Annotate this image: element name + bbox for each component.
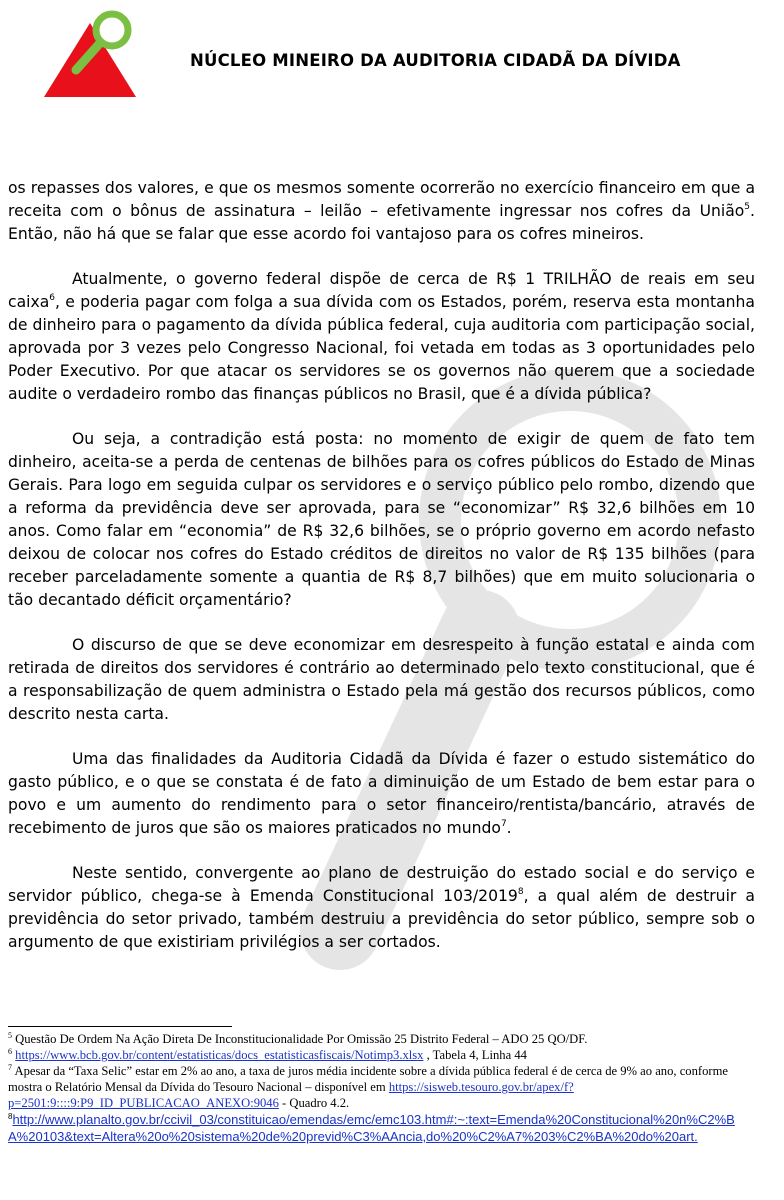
nucleo-mineiro-logo — [40, 8, 170, 100]
footnote-6: $^6$ https://www.bcb.gov.br/content/estatisticas/docs_estatisticasfiscais/Notimp3.xlsx , Tabela 4, Linha 44 — [8, 1047, 527, 1062]
paragraph-economy-discourse: O discurso de que se deve economizar em desrespeito à função estatal e ainda com retirada de direitos dos servidores é contrário ao determinado pelo texto constitucional, que é a responsabilização de quem administra o Estado pela má gestão dos recursos públicos, como descrito nesta carta. — [8, 636, 755, 723]
footnote-ref-8[interactable]: 8 — [517, 887, 524, 897]
footnote-7: $^7$ Apesar da “Taxa Selic” estar em 2% ao ano, a taxa de juros média incidente sobre a dívida pública federal é de cerca de 9% ao ano, conforme mostra o Relatório Mensal da Dívida do Tesouro Nacional – disponível em https://sisweb.tesouro.gov.br/apex/f?p=2501:9::::9:P9_ID_PUBLICACAO_ANEXO:9046 - Quadro 4.2. — [8, 1063, 728, 1110]
footnote-8: $^8$http://www.planalto.gov.br/ccivil_03/constituicao/emendas/emc/emc103.htm#:~:text=Emenda%20Constitucional%20n%C2%BA%20103&text=Altera%20o%20sistema%20de%20previd%C3%AAncia,do%20%C2%A7%203%C2%BA%20do%20art. — [8, 1112, 735, 1144]
paragraph-federal-cash: Atualmente, o governo federal dispõe de cerca de R$ 1 TRILHÃO de reais em seu caixa$^6$, e poderia pagar com folga a sua dívida com os Estados, porém, reserva esta montanha de dinheiro para o pagamento da dívida pública federal, cuja auditoria com participação social, aprovada por 3 vezes pelo Congresso Nacional, foi vetada em todas as 3 oportunidades pelo Poder Executivo. Por que atacar os servidores se os governos não querem que a sociedade audite o verdadeiro rombo das finanças públicos no Brasil, que é a dívida pública? — [8, 270, 755, 403]
organization-title: NÚCLEO MINEIRO DA AUDITORIA CIDADÃ DA DÍVIDA — [190, 51, 681, 70]
footnotes — [8, 1031, 753, 1145]
paragraph-contradiction: Ou seja, a contradição está posta: no momento de exigir de quem de fato tem dinheiro, aceita-se a perda de centenas de bilhões para os cofres públicos do Estado de Minas Gerais. Para logo em seguida culpar os servidores e o serviço público pelo rombo, dizendo que a reforma da previdência deve ser aprovada, para se “economizar” R$ 32,6 bilhões em 10 anos. Como falar em “economia” de R$ 32,6 bilhões, se o próprio governo em acordo nefasto deixou de colocar nos cofres do Estado créditos de direitos no valor de R$ 135 bilhões (para receber parceladamente somente a quantia de R$ 8,7 bilhões) que em muito solucionaria o tão decantado déficit orçamentário? — [8, 430, 755, 609]
footnote-ref-5[interactable]: 5 — [744, 202, 751, 212]
paragraph-continuation: os repasses dos valores, e que os mesmos somente ocorrerão no exercício financeiro em que a receita com o bônus de assinatura – leilão – efetivamente ingressar nos cofres da União$^5$. Então, não há que se falar que esse acordo foi vantajoso para os cofres mineiros. — [8, 179, 755, 243]
footnote-6-link[interactable]: https://www.bcb.gov.br/content/estatisticas/docs_estatisticasfiscais/Notimp3.xlsx — [15, 1048, 424, 1062]
footnote-ref-6[interactable]: 6 — [49, 293, 55, 303]
body-text — [8, 177, 755, 976]
footnote-5: $^5$ Questão De Ordem Na Ação Direta De Inconstitucionalidade Por Omissão 25 Distrito Federal – ADO 25 QO/DF. — [8, 1031, 588, 1046]
paragraph-audit-purpose: Uma das finalidades da Auditoria Cidadã da Dívida é fazer o estudo sistemático do gasto público, e o que se constata é de fato a diminuição de um Estado de bem estar para o povo e um aumento do rendimento para o setor financeiro/rentista/bancário, através de recebimento de juros que são os maiores praticados no mundo$^7$. — [8, 750, 755, 837]
paragraph-constitutional-amendment: Neste sentido, convergente ao plano de destruição do estado social e do serviço e servidor público, chega-se à Emenda Constitucional 103/2019$^8$, a qual além de destruir a previdência do setor privado, também destruiu a previdência do setor público, sempre sob o argumento de que existiriam privilégios a ser cortados. — [8, 864, 755, 951]
footnote-ref-7[interactable]: 7 — [500, 819, 507, 829]
footnote-separator — [8, 1026, 232, 1027]
footnote-8-link[interactable]: http://www.planalto.gov.br/ccivil_03/constituicao/emendas/emc/emc103.htm#:~:text=Emenda%20Constitucional%20n%C2%BA%20103&text=Altera%20o%20sistema%20de%20previd%C3%AAncia,do%20%C2%A7%203%C2%BA%20do%20art. — [8, 1112, 735, 1144]
footnote-7-link[interactable]: https://sisweb.tesouro.gov.br/apex/f?p=2501:9::::9:P9_ID_PUBLICACAO_ANEXO:9046 — [8, 1080, 574, 1110]
